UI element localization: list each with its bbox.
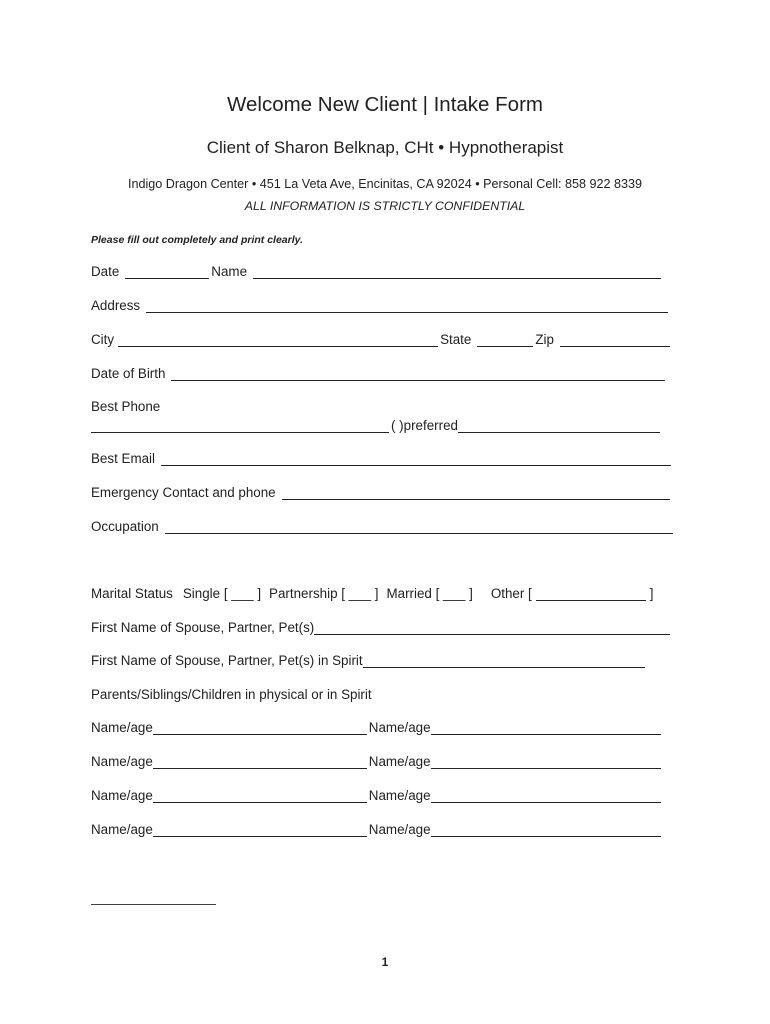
marital-status-row xyxy=(91,586,653,601)
date-field[interactable] xyxy=(125,264,209,279)
spouse-spirit-row xyxy=(91,653,647,668)
fill-instruction: Please fill out completely and print clearly. xyxy=(91,234,304,246)
dob-row xyxy=(91,366,667,381)
occupation-field[interactable] xyxy=(165,519,673,534)
best-email-row xyxy=(91,451,673,466)
name-age-label: Name/age xyxy=(91,720,153,735)
emergency-row xyxy=(91,485,672,500)
spouse-field[interactable] xyxy=(314,620,670,635)
family-label: Parents/Siblings/Children in physical or in Spirit xyxy=(91,687,372,702)
married-option[interactable]: Married [ ___ ] xyxy=(386,586,473,601)
address-row xyxy=(91,298,670,313)
name-age-field[interactable] xyxy=(153,788,367,803)
name-age-label: Name/age xyxy=(368,720,431,735)
spouse-label: First Name of Spouse, Partner, Pet(s) xyxy=(91,620,315,635)
name-age-field[interactable] xyxy=(153,754,367,769)
marital-status-label: Marital Status xyxy=(91,586,173,601)
partnership-option[interactable]: Partnership [ ___ ] xyxy=(269,586,379,601)
form-subtitle: Client of Sharon Belknap, CHt • Hypnotherapist xyxy=(206,138,564,157)
name-age-label: Name/age xyxy=(368,822,431,837)
name-age-field[interactable] xyxy=(431,754,661,769)
name-field[interactable] xyxy=(253,264,661,279)
footnote-divider xyxy=(91,904,216,905)
name-age-label: Name/age xyxy=(368,754,431,769)
address-field[interactable] xyxy=(146,298,668,313)
emergency-label: Emergency Contact and phone xyxy=(91,485,276,500)
best-phone-field[interactable] xyxy=(91,418,389,433)
preferred-phone-field[interactable] xyxy=(458,418,660,433)
occupation-label: Occupation xyxy=(91,519,159,534)
preferred-label: ( )preferred xyxy=(391,418,458,433)
other-option-open[interactable]: Other [ xyxy=(490,586,532,601)
date-label: Date xyxy=(91,264,120,279)
best-phone-label-row xyxy=(91,399,160,414)
name-label: Name xyxy=(211,264,248,279)
best-phone-label: Best Phone xyxy=(91,399,161,414)
form-title: Welcome New Client | Intake Form xyxy=(227,93,543,116)
name-age-row xyxy=(91,788,663,803)
name-age-label: Name/age xyxy=(91,788,153,803)
emergency-field[interactable] xyxy=(282,485,670,500)
name-age-row xyxy=(91,754,663,769)
city-field[interactable] xyxy=(118,332,438,347)
name-age-field[interactable] xyxy=(153,720,367,735)
best-email-field[interactable] xyxy=(161,451,671,466)
dob-label: Date of Birth xyxy=(91,366,166,381)
spouse-row xyxy=(91,620,672,635)
name-age-field[interactable] xyxy=(431,720,661,735)
name-age-field[interactable] xyxy=(153,822,367,837)
date-name-row xyxy=(91,264,663,279)
best-phone-row xyxy=(91,418,662,433)
page-number: 1 xyxy=(381,955,389,969)
city-label: City xyxy=(91,332,115,347)
zip-field[interactable] xyxy=(560,332,670,347)
name-age-field[interactable] xyxy=(431,788,661,803)
state-field[interactable] xyxy=(477,332,533,347)
name-age-row xyxy=(91,720,663,735)
occupation-row xyxy=(91,519,675,534)
zip-label: Zip xyxy=(535,332,554,347)
name-age-label: Name/age xyxy=(91,754,153,769)
city-state-zip-row xyxy=(91,332,672,347)
name-age-row xyxy=(91,822,663,837)
name-age-field[interactable] xyxy=(431,822,661,837)
confidential-notice: ALL INFORMATION IS STRICTLY CONFIDENTIAL xyxy=(244,199,526,213)
other-field[interactable] xyxy=(536,586,646,601)
best-email-label: Best Email xyxy=(91,451,155,466)
spouse-spirit-label: First Name of Spouse, Partner, Pet(s) in Spirit xyxy=(91,653,363,668)
other-option-close: ] xyxy=(649,586,654,601)
single-option[interactable]: Single [ ___ ] xyxy=(182,586,262,601)
family-row xyxy=(91,687,372,702)
name-age-label: Name/age xyxy=(91,822,153,837)
address-label: Address xyxy=(91,298,141,313)
state-label: State xyxy=(440,332,472,347)
name-age-label: Name/age xyxy=(368,788,431,803)
center-address: Indigo Dragon Center • 451 La Veta Ave, Encinitas, CA 92024 • Personal Cell: 858 922 8339 xyxy=(127,177,643,191)
dob-field[interactable] xyxy=(171,366,665,381)
spouse-spirit-field[interactable] xyxy=(363,653,645,668)
